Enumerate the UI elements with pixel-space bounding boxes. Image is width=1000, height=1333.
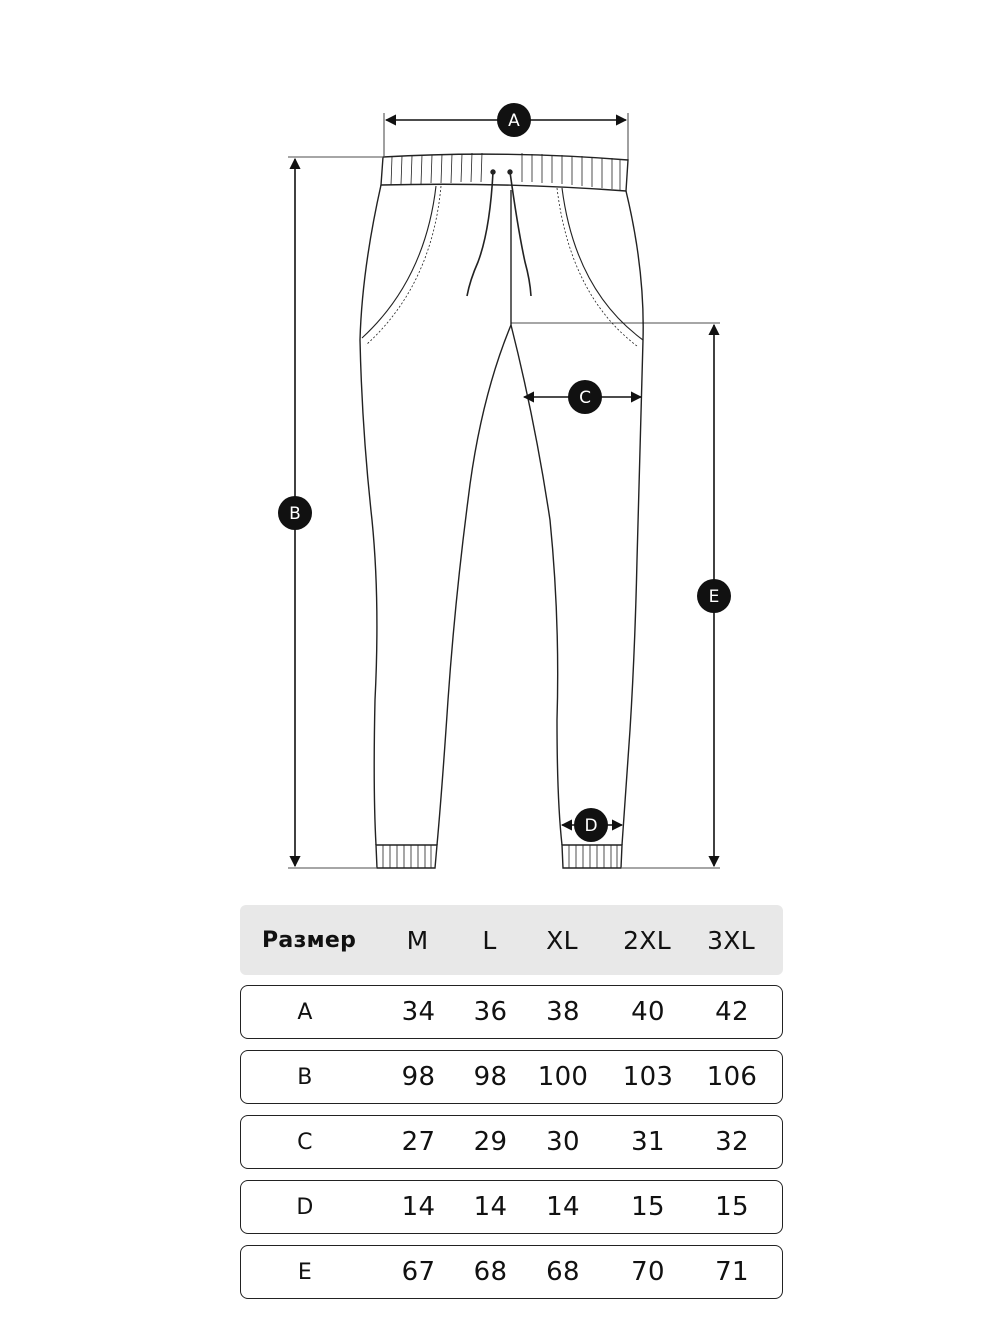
table-cell: 100: [537, 1062, 589, 1092]
table-cell: 34: [401, 997, 436, 1027]
marker-d: [574, 808, 608, 842]
table-cell: 103: [622, 1062, 674, 1092]
header-cell: XL: [546, 925, 578, 955]
header-cell: 3XL: [707, 925, 755, 955]
row-label: A: [297, 999, 313, 1025]
row-label: D: [296, 1194, 314, 1220]
table-cell: 36: [473, 997, 508, 1027]
table-cell: 68: [546, 1257, 580, 1287]
table-cell: 40: [631, 997, 665, 1027]
table-cell: 14: [401, 1192, 436, 1222]
marker-e: [697, 579, 731, 613]
table-cell: 68: [473, 1257, 508, 1287]
table-row: [240, 1180, 783, 1234]
table-cell: 71: [715, 1257, 749, 1287]
header-size-label: Размер: [262, 927, 357, 953]
pants-drawing: [360, 153, 643, 868]
header-cell: L: [482, 925, 497, 955]
marker-e-label: E: [708, 587, 720, 607]
table-cell: 27: [401, 1127, 436, 1157]
marker-c-label: C: [579, 388, 591, 408]
measurement-lines: [288, 113, 720, 868]
table-cell: 30: [546, 1127, 580, 1157]
table-row: [240, 985, 783, 1039]
marker-c: [568, 380, 602, 414]
table-cell: 31: [631, 1127, 665, 1157]
table-cell: 15: [631, 1192, 665, 1222]
table-cell: 14: [546, 1192, 580, 1222]
marker-d-label: D: [584, 816, 598, 836]
table-row: [240, 1115, 783, 1169]
table-cell: 15: [715, 1192, 749, 1222]
table-cell: 38: [546, 997, 580, 1027]
table-cell: 98: [401, 1062, 436, 1092]
row-label: B: [297, 1064, 313, 1090]
table-row: [240, 1245, 783, 1299]
marker-a-label: A: [508, 111, 520, 131]
table-cell: 70: [631, 1257, 665, 1287]
row-label: C: [297, 1129, 313, 1155]
left-cuff: [376, 845, 437, 868]
header-cell: 2XL: [623, 925, 671, 955]
marker-a: [497, 103, 531, 137]
table-cell: 106: [706, 1062, 758, 1092]
marker-b: [278, 496, 312, 530]
table-header-row: [240, 905, 783, 975]
header-cell: M: [406, 925, 429, 955]
drawstring: [467, 172, 493, 296]
table-row: [240, 1050, 783, 1104]
row-label: E: [297, 1259, 313, 1285]
right-cuff: [562, 845, 622, 868]
table-cell: 32: [715, 1127, 749, 1157]
table-cell: 14: [473, 1192, 508, 1222]
table-cell: 29: [473, 1127, 508, 1157]
table-cell: 67: [401, 1257, 436, 1287]
table-cell: 42: [715, 997, 749, 1027]
table-cell: 98: [473, 1062, 508, 1092]
marker-b-label: B: [289, 504, 301, 524]
waistband: [381, 154, 628, 191]
